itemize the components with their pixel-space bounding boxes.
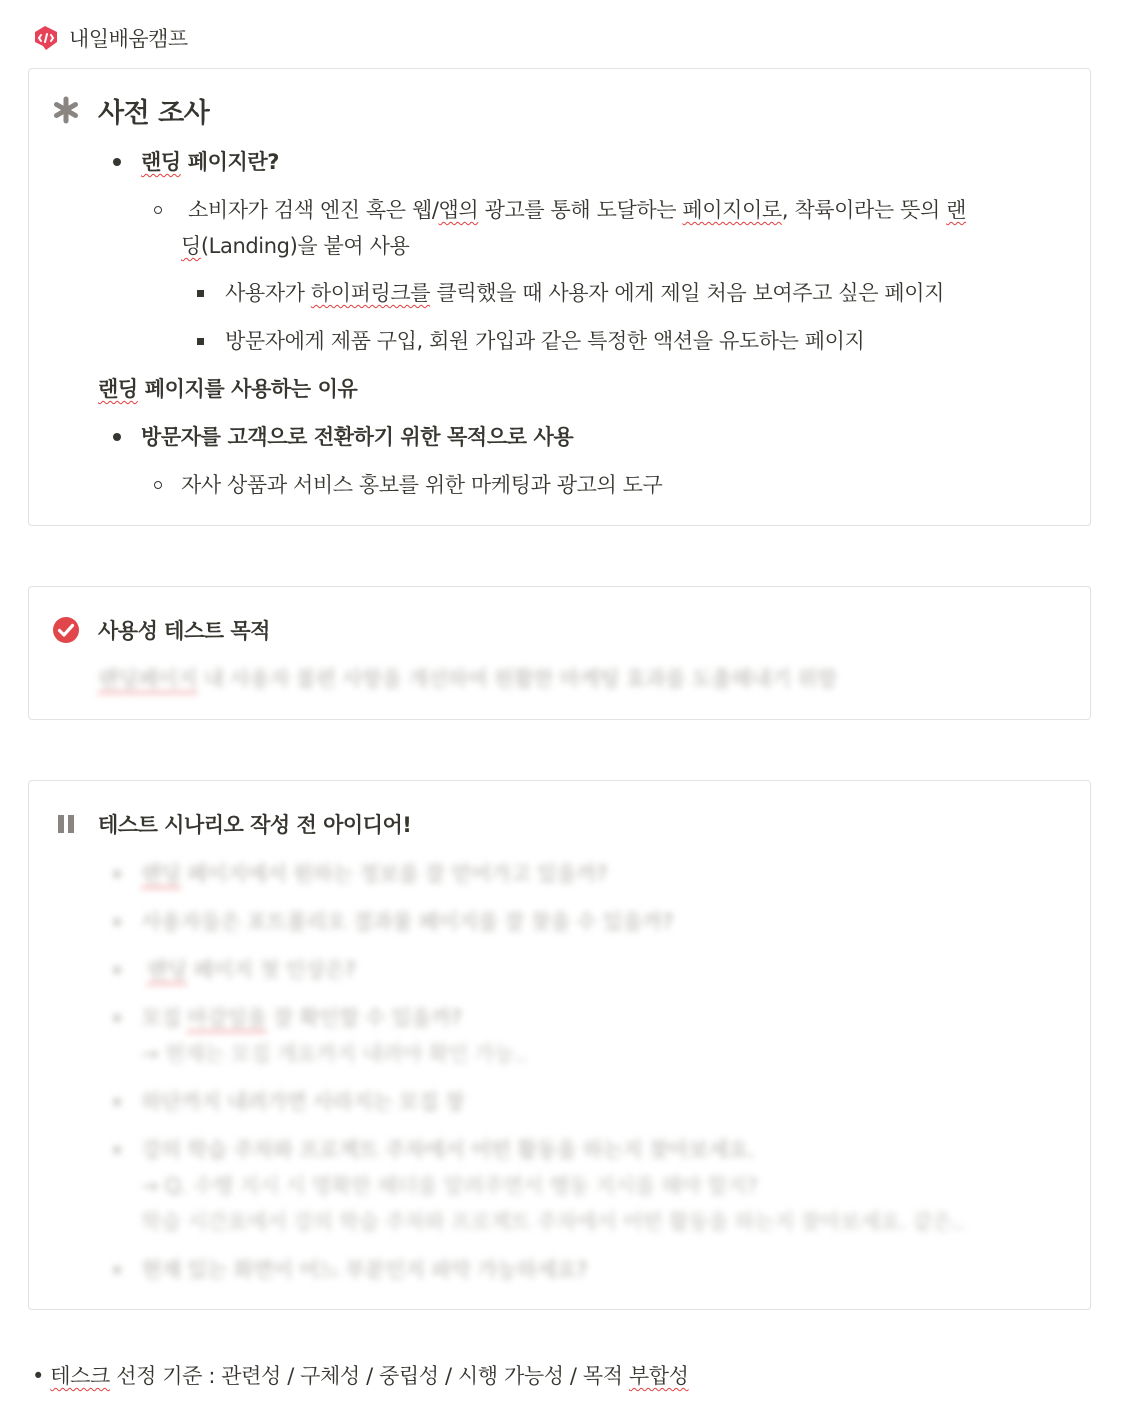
brand-logo-icon	[31, 23, 61, 53]
bullet-disc	[113, 966, 121, 974]
reason-bullet: 방문자를 고객으로 전환하기 위한 목적으로 사용	[141, 425, 574, 449]
landing-question: 랜딩 페이지란?	[141, 150, 280, 174]
brand-name: 내일배움캠프	[69, 27, 188, 51]
task-criteria: • 테스크 선정 기준 : 관련성 / 구체성 / 중립성 / 시행 가능성 / 목적 부합성	[32, 1364, 689, 1388]
bullet-disc	[113, 1014, 121, 1022]
asterisk-icon	[51, 95, 81, 125]
research-callout	[28, 68, 1091, 526]
purpose-title: 사용성 테스트 목적	[98, 619, 270, 643]
landing-definition: 소비자가 검색 엔진 혹은 웹/앱의 광고를 통해 도달하는 페이지이로, 착륙이라는 뜻의 랜	[188, 198, 967, 222]
idea-item-2: 사용자들은 포트폴리오 결과물 페이지를 잘 찾을 수 있을까?	[141, 910, 673, 934]
brand-header	[31, 22, 188, 54]
bullet-disc	[113, 433, 121, 441]
bullet-square	[197, 290, 204, 297]
landing-sub-1: 사용자가 하이퍼링크를 클릭했을 때 사용자 에게 제일 처음 보여주고 싶은 페이지	[225, 281, 945, 305]
bullet-disc	[113, 1266, 121, 1274]
idea-item-6: 강의 학습 주차와 프로젝트 주차에서 어떤 활동을 하는지 찾아보세요.	[141, 1138, 755, 1162]
idea-item-4-note: → 현재는 모집 개요까지 내려야 확인 가능..	[141, 1042, 527, 1066]
idea-item-3: 랜딩 페이지 첫 인상은?	[147, 958, 356, 982]
idea-item-6-note-2: 학습 시간표에서 강의 학습 주차와 프로젝트 주차에서 어떤 활동을 하는지 찾아보세요. 같은..	[141, 1210, 965, 1234]
ideas-callout	[28, 780, 1091, 1310]
bullet-disc	[113, 1098, 121, 1106]
bullet-circle	[154, 481, 162, 489]
bullet-square	[197, 338, 204, 345]
idea-item-7: 현재 있는 화면이 어느 부분인지 파악 가능하세요?	[141, 1258, 588, 1282]
reason-heading: 랜딩 페이지를 사용하는 이유	[98, 377, 358, 401]
landing-definition-cont: 딩(Landing)을 붙여 사용	[181, 234, 410, 258]
bullet-disc	[113, 870, 121, 878]
idea-item-6-note-1: → Q. 수행 지시 시 명확한 헤더를 알려주면서 행동 지시를 해야 할지?	[141, 1174, 758, 1198]
purpose-callout	[28, 586, 1091, 720]
purpose-text: 랜딩페이지 내 사용자 불편 사항을 개선하여 원활한 마케팅 효과를 도출해내기 위함	[98, 667, 837, 691]
idea-item-5: 하단까지 내려가면 사라지는 모집 창	[141, 1090, 465, 1114]
check-circle-icon	[51, 615, 81, 645]
bullet-circle	[154, 206, 162, 214]
pause-icon	[51, 809, 81, 839]
reason-sub: 자사 상품과 서비스 홍보를 위한 마케팅과 광고의 도구	[181, 473, 663, 497]
bullet-disc	[113, 158, 121, 166]
bullet-disc	[113, 1146, 121, 1154]
landing-sub-2: 방문자에게 제품 구입, 회원 가입과 같은 특정한 액션을 유도하는 페이지	[225, 329, 865, 353]
idea-item-4: 모집 마감일을 잘 확인할 수 있을까?	[141, 1006, 462, 1030]
ideas-title: 테스트 시나리오 작성 전 아이디어!	[98, 813, 412, 837]
research-title: 사전 조사	[98, 98, 210, 129]
idea-item-1: 랜딩 페이지에서 원하는 정보를 잘 얻어가고 있을까?	[141, 862, 608, 886]
bullet-disc	[113, 918, 121, 926]
